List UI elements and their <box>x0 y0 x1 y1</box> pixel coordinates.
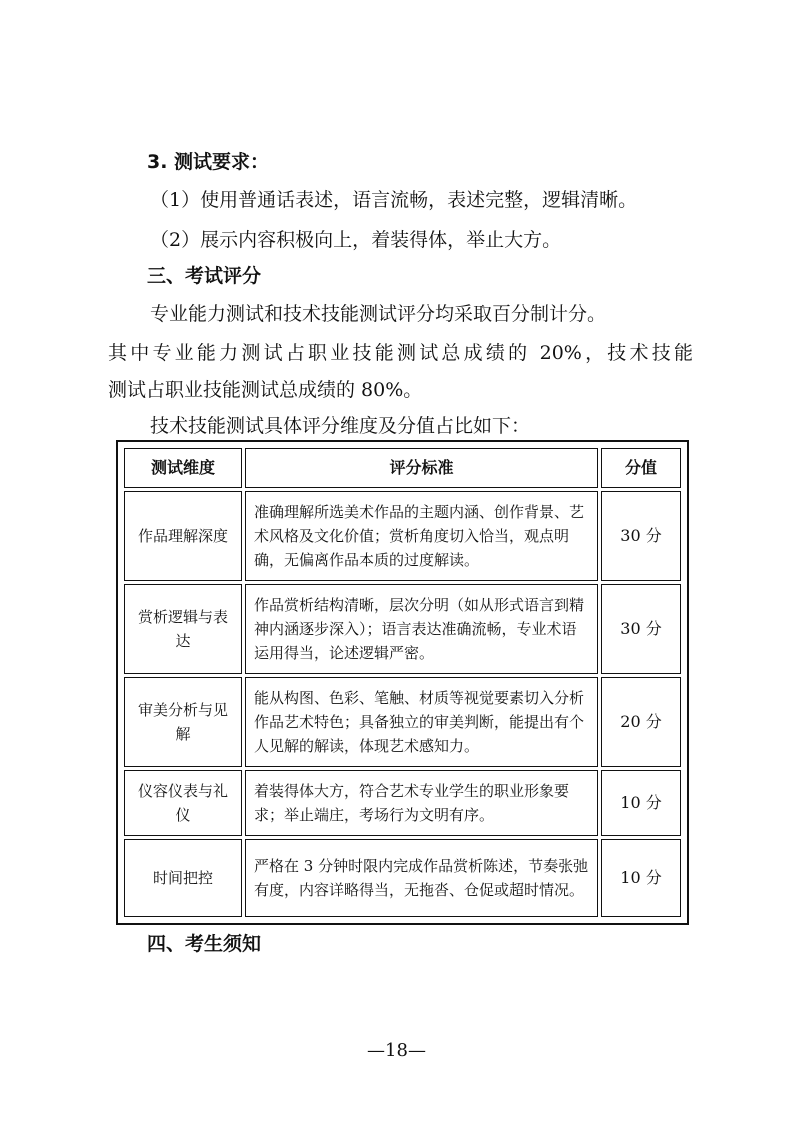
row-score: 20 分 <box>601 677 681 767</box>
page-number: —18— <box>367 1040 426 1061</box>
header-dimension: 测试维度 <box>124 448 242 488</box>
scoring-paragraph-line-1: 专业能力测试和技术技能测试评分均采取百分制计分。 <box>150 303 607 325</box>
row-score: 10 分 <box>601 770 681 836</box>
table-header-row <box>124 448 681 488</box>
scoring-table <box>116 440 689 925</box>
row-dimension: 赏析逻辑与表达 <box>124 584 242 674</box>
scoring-paragraph-line-3: 测试占职业技能测试总成绩的 80%。 <box>108 379 423 401</box>
row-dimension: 仪容仪表与礼仪 <box>124 770 242 836</box>
row-standard: 能从构图、色彩、笔触、材质等视觉要素切入分析作品艺术特色；具备独立的审美判断，能提出有个人见解的解读，体现艺术感知力。 <box>245 677 598 767</box>
row-dimension: 审美分析与见解 <box>124 677 242 767</box>
requirement-item-1: （1）使用普通话表述，语言流畅，表述完整，逻辑清晰。 <box>150 189 638 211</box>
row-standard: 严格在 3 分钟时限内完成作品赏析陈述，节奏张弛有度，内容详略得当，无拖沓、仓促或超时情况。 <box>245 839 598 917</box>
table-row <box>124 839 681 917</box>
scoring-paragraph-line-2: 其中专业能力测试占职业技能测试总成绩的 20%，技术技能 <box>108 342 693 364</box>
table-row <box>124 677 681 767</box>
row-dimension: 作品理解深度 <box>124 491 242 581</box>
row-score: 10 分 <box>601 839 681 917</box>
row-score: 30 分 <box>601 584 681 674</box>
requirement-item-2: （2）展示内容积极向上，着装得体，举止大方。 <box>150 229 562 251</box>
header-standard: 评分标准 <box>245 448 598 488</box>
row-score: 30 分 <box>601 491 681 581</box>
scoring-heading: 三、考试评分 <box>147 265 262 287</box>
section4-heading: 四、考生须知 <box>147 933 262 955</box>
table-intro: 技术技能测试具体评分维度及分值占比如下： <box>150 415 531 437</box>
table-row <box>124 491 681 581</box>
section3-heading: 3. 测试要求： <box>147 151 270 173</box>
row-standard: 准确理解所选美术作品的主题内涵、创作背景、艺术风格及文化价值；赏析角度切入恰当，观点明确，无偏离作品本质的过度解读。 <box>245 491 598 581</box>
row-standard: 着装得体大方，符合艺术专业学生的职业形象要求；举止端庄，考场行为文明有序。 <box>245 770 598 836</box>
table-row <box>124 770 681 836</box>
header-score: 分值 <box>601 448 681 488</box>
row-standard: 作品赏析结构清晰，层次分明（如从形式语言到精神内涵逐步深入）；语言表达准确流畅，专业术语运用得当，论述逻辑严密。 <box>245 584 598 674</box>
row-dimension: 时间把控 <box>124 839 242 917</box>
table-row <box>124 584 681 674</box>
